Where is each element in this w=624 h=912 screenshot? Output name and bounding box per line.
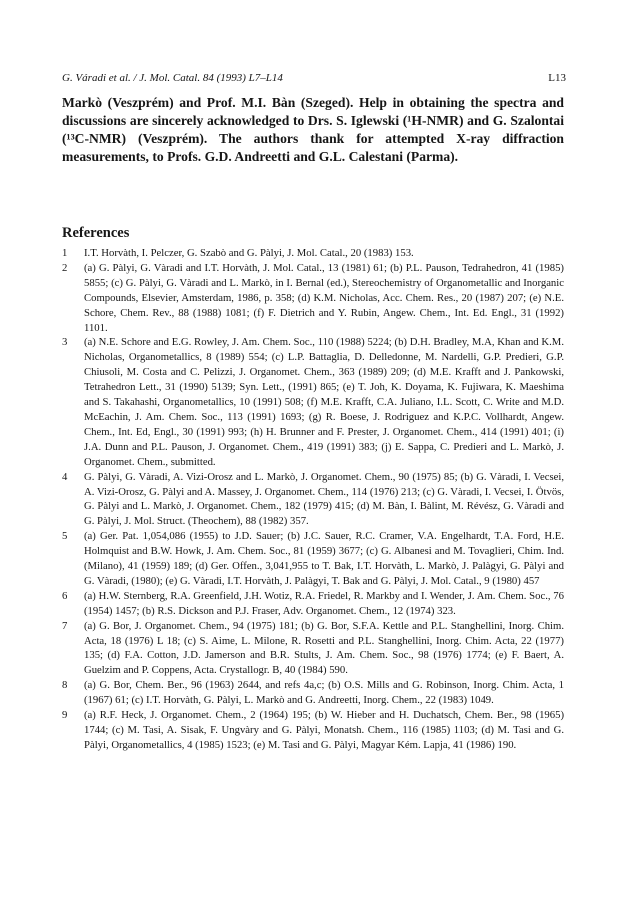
references-heading: References: [62, 225, 130, 241]
reference-number: 7: [62, 619, 68, 632]
reference-text: (a) N.E. Schore and E.G. Rowley, J. Am. Chem. Soc., 110 (1988) 5224; (b) D.H. Bradley, M.A, Khan and K.M. Nicholas, Organometallics, 8 (1989) 554; (c) L.P. Battaglia, D. Delledonne, M. Nardelli, G.P. Predieri, G.P. Chiusoli, M. Costa and C. Pelizzi, J. Organomet. Chem., 363 (1989) 209; (d) M.E. Krafft and J. Pankowski, Tetrahedron Lett., 31 (1990) 5139; Syn. Lett., (1991) 865; (e) T. Joh, K. Doyama, K. Fujiwara, K. Maeshima and S. Takahashi, Organometallics, 10 (1991) 508; (f) M.E. Krafft, C.A. Juliano, I.L. Scott, C. Write and M.D. McEachin, J. Am. Chem. Soc., 113 (1991) 1693; (g) R. Boese, J. Rodriguez and K.P.C. Vollhardt, Angew. Chem., Int. Ed, Engl., 30 (1991) 993; (h) H. Brunner and F. Prester, J. Organomet. Chem., 414 (1991) 401; (i) J.A. Dunn and P.L. Pauson, J. Organomet. Chem., 419 (1991) 383; (j) E. Sappa, C. Predieri and L. Markò, J. Organomet. Chem., submitted.: [84, 336, 564, 468]
reference-text: (a) H.W. Sternberg, R.A. Greenfield, J.H. Wotiz, R.A. Friedel, R. Markby and I. Wender, J. Am. Chem. Soc., 76 (1954) 1457; (b) R.S. Dickson and P.J. Fraser, Adv. Organomet. Chem., 12 (1974) 323.: [84, 589, 564, 617]
reference-number: 3: [62, 336, 68, 349]
running-header: [62, 72, 566, 84]
running-title: G. Váradi et al. / J. Mol. Catal. 84 (1993) L7–L14: [62, 72, 283, 84]
reference-item: [62, 529, 564, 589]
reference-item: [62, 619, 564, 679]
reference-number: 9: [62, 709, 68, 722]
reference-text: (a) G. Bor, J. Organomet. Chem., 94 (1975) 181; (b) G. Bor, S.F.A. Kettle and P.L. Stanghellini, Inorg. Chim. Acta, 18 (1976) L 18; (c) S. Aime, L. Milone, R. Rosetti and P.L. Stanghellini, Inorg. Chim. Acta, 22 (1977) 135; (d) F.A. Cotton, J.D. Jamerson and B.R. Stults, J. Am. Chem. Soc., 98 (1976) 1774; (e) F. Baert, A. Guelzim and P. Coppens, Acta. Crystallogr. B, 40 (1984) 590.: [84, 619, 564, 677]
reference-text: (a) Ger. Pat. 1,054,086 (1955) to J.D. Sauer; (b) J.C. Sauer, R.C. Cramer, V.A. Engelhardt, T.A. Ford, H.E. Holmquist and B.W. Howk, J. Am. Chem. Soc., 81 (1959) 3677; (c) G. Albanesi and M. Tovaglieri, Chim. Ind. (Milano), 41 (1959) 189; (d) Ger. Offen., 3,041,955 to T. Bak, I.T. Horvàth, L. Markò, J. Palàgyi, G. Pàlyi and G. Vàradi, (1980); (e) G. Vàradi, I.T. Horvàth, J. Palàgyi, T. Bak and G. Pàlyi, J. Mol. Catal., 9 (1980) 457: [84, 530, 564, 587]
reference-number: 4: [62, 470, 68, 483]
reference-item: [62, 678, 564, 708]
reference-number: 2: [62, 261, 68, 274]
reference-text: G. Pàlyi, G. Vàradi, A. Vizi-Orosz and L. Markò, J. Organomet. Chem., 90 (1975) 85; (b) G. Vàradi, I. Vecsei, A. Vizi-Orosz, G. Pàlyi and A. Massey, J. Organomet. Chem., 114 (1976) 213; (c) G. Vàradi, I. Vecsei, I. Ötvös, G. Pàlyi and L. Markò, J. Organomet. Chem., 182 (1979) 415; (d) M. Bàn, I. Bàlint, M. Révész, G. Vàradi and G. Pàlyi, J. Mol. Struct. (Theochem), 88 (1982) 357.: [84, 470, 564, 528]
reference-text: (a) R.F. Heck, J. Organomet. Chem., 2 (1964) 195; (b) W. Hieber and H. Duchatsch, Chem. Ber., 98 (1965) 1744; (c) M. Tasi, A. Sisak, F. Ungvàry and G. Pàlyi, Monatsh. Chem., 116 (1985) 1103; (d) M. Tasi and G. Pàlyi, Organometallics, 4 (1985) 1523; (e) M. Tasi and G. Pàlyi, Magyar Kém. Lapja, 41 (1986) 190.: [84, 709, 564, 751]
reference-text: (a) G. Pàlyi, G. Vàradi and I.T. Horvàth, J. Mol. Catal., 13 (1981) 61; (b) P.L. Pauson, Tedrahedron, 41 (1985) 5855; (c) G. Pàlyi, G. Vàradi and L. Markò, in I. Bernal (ed.), Stereochemistry of Organometallic and Inorganic Compounds, Elsevier, Amsterdam, 1986, p. 358; (d) K.M. Nicholas, Acc. Chem. Res., 20 (1987) 207; (e) N.E. Schore, Chem. Rev., 88 (1988) 1081; (f) F. Dietrich and Y. Rubin, Angew. Chem., Int. Ed. Engl., 31 (1992) 1101.: [84, 261, 564, 334]
reference-number: 6: [62, 589, 68, 602]
page-number: L13: [548, 72, 566, 84]
reference-item: [62, 261, 564, 336]
reference-number: 8: [62, 679, 68, 692]
reference-item: [62, 335, 564, 469]
references-list: [62, 246, 564, 753]
reference-number: 5: [62, 530, 68, 543]
reference-text: I.T. Horvàth, I. Pelczer, G. Szabò and G. Pàlyi, J. Mol. Catal., 20 (1983) 153.: [84, 247, 414, 259]
reference-item: [62, 470, 564, 530]
reference-number: 1: [62, 247, 68, 259]
reference-item: [62, 246, 564, 261]
reference-text: (a) G. Bor, Chem. Ber., 96 (1963) 2644, and refs 4a,c; (b) O.S. Mills and G. Robinson, Inorg. Chim. Acta, 1 (1967) 61; (c) I.T. Horvàth, G. Pàlyi, L. Markò and G. Andreetti, Inorg. Chem., 22 (1983) 1049.: [84, 679, 564, 707]
acknowledgement-paragraph: Markò (Veszprém) and Prof. M.I. Bàn (Szeged). Help in obtaining the spectra and discussions are sincerely acknowledged to Drs. S. Iglewski (¹H-NMR) and G. Szalontai (¹³C-NMR) (Veszprém). The authors thank for attempted X-ray diffraction measurements, to Profs. G.D. Andreetti and G.L. Calestani (Parma).: [62, 95, 564, 164]
reference-item: [62, 589, 564, 619]
reference-item: [62, 708, 564, 753]
